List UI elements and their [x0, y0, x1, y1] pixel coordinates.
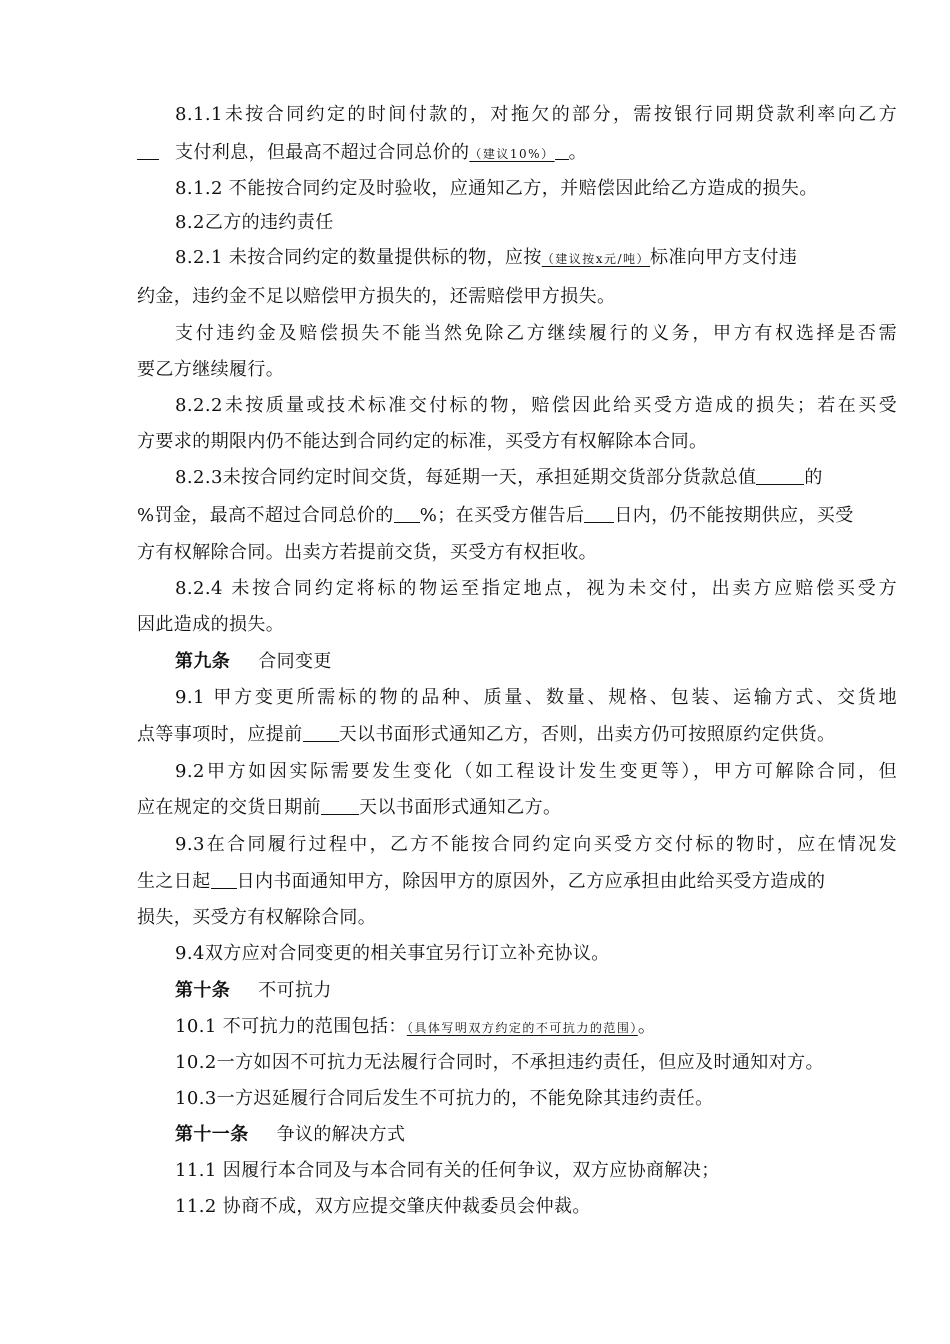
- paragraph-line: [175, 1195, 591, 1219]
- text: 8.2.4 未按合同约定将标的物运至指定地点，视为未交付，出卖方应赔偿买受方: [175, 578, 897, 599]
- text: 支付违约金及赔偿损失不能当然免除乙方继续履行的义务，甲方有权选择是否需: [175, 323, 897, 344]
- fill-blank: [584, 504, 614, 523]
- text: 损失，买受方有权解除合同。: [137, 907, 377, 928]
- paragraph-line: [175, 1051, 824, 1075]
- suggestion-note: （具体写明双方约定的不可抗力的范围）: [406, 1021, 638, 1035]
- suggestion-note: （建议按x元/吨）: [541, 252, 651, 266]
- text: 日内书面通知甲方，除因甲方的原因外，乙方应承担由此给买受方造成的: [236, 871, 826, 892]
- text: 因此造成的损失。: [137, 614, 285, 635]
- text: 标准向甲方支付违: [650, 247, 798, 268]
- article-heading: [175, 1123, 405, 1147]
- text: 9.1 甲方变更所需标的物的品种、质量、数量、规格、包装、运输方式、交货地: [175, 687, 897, 708]
- text: 点等事项时，应提前: [137, 724, 303, 745]
- text: 8.1.1未按合同约定的时间付款的，对拖欠的部分，需按银行同期贷款利率向乙方: [175, 104, 897, 125]
- paragraph-line: [137, 613, 284, 637]
- text: 11.1 因履行本合同及与本合同有关的任何争议，双方应协商解决；: [175, 1160, 720, 1181]
- fill-blank: [211, 870, 237, 889]
- text: 的: [804, 467, 823, 488]
- paragraph-line: [175, 942, 610, 966]
- fill-blank: [756, 466, 804, 485]
- text: 8.1.2 不能按合同约定及时验收，应通知乙方，并赔偿因此给乙方造成的损失。: [175, 178, 818, 199]
- text: %；在买受方催告后: [419, 505, 585, 526]
- paragraph-line: [175, 1087, 713, 1111]
- text: %罚金，最高不超过合同总价的: [137, 505, 394, 526]
- text: 支付利息，但最高不超过合同总价的: [175, 142, 470, 163]
- text: 天以书面形式通知乙方。: [359, 797, 562, 818]
- paragraph-line: [137, 141, 587, 166]
- paragraph-line: [175, 1159, 720, 1183]
- paragraph-line: [175, 246, 797, 271]
- paragraph-line: [175, 466, 823, 490]
- suggestion-note: （建议10%）: [469, 147, 555, 161]
- paragraph-line: [137, 796, 561, 820]
- paragraph-line: [137, 504, 854, 528]
- paragraph-line: [137, 870, 825, 894]
- text: 天以书面形式通知乙方，否则，出卖方仍可按照原约定供货。: [338, 724, 836, 745]
- text: 方有权解除合同。出卖方若提前交货，买受方有权拒收。: [137, 542, 597, 563]
- text: 8.2.1 未按合同约定的数量提供标的物，应按: [175, 247, 542, 268]
- text: 10.3一方迟延履行合同后发生不可抗力的，不能免除其违约责任。: [175, 1088, 714, 1109]
- article-heading: [175, 650, 332, 674]
- paragraph-line: [175, 394, 897, 418]
- paragraph-line: [175, 322, 897, 346]
- fill-blank: [137, 141, 159, 160]
- article-heading: [175, 979, 332, 1003]
- article-title: 不可抗力: [258, 980, 332, 1001]
- article-number: 第十条: [175, 980, 231, 1001]
- paragraph-line: [175, 177, 818, 201]
- text: 生之日起: [137, 871, 211, 892]
- text: 9.2甲方如因实际需要发生变化（如工程设计发生变更等），甲方可解除合同，但: [175, 761, 897, 782]
- fill-blank: [555, 141, 569, 160]
- fill-blank: [303, 723, 339, 742]
- paragraph-line: [137, 430, 707, 454]
- text: 10.2一方如因不可抗力无法履行合同时，不承担违约责任，但应及时通知对方。: [175, 1052, 824, 1073]
- text: 日内，仍不能按期供应，买受: [614, 505, 854, 526]
- paragraph-line: [137, 723, 835, 747]
- text: 。: [637, 1016, 657, 1037]
- fill-blank: [321, 796, 359, 815]
- text: 。: [568, 142, 587, 163]
- paragraph-line: [175, 686, 897, 710]
- text: 方要求的期限内仍不能达到合同约定的标准，买受方有权解除本合同。: [137, 431, 708, 452]
- paragraph-line: [137, 285, 615, 309]
- paragraph-line: [175, 760, 897, 784]
- paragraph-line: [137, 358, 284, 382]
- text: 10.1 不可抗力的范围包括：: [175, 1016, 407, 1037]
- text: 8.2.2未按质量或技术标准交付标的物，赔偿因此给买受方造成的损失；若在买受: [175, 395, 897, 416]
- text: 应在规定的交货日期前: [137, 797, 321, 818]
- fill-blank: [394, 504, 420, 523]
- paragraph-line: [175, 833, 897, 857]
- text: 要乙方继续履行。: [137, 359, 285, 380]
- text: 8.2乙方的违约责任: [175, 212, 334, 233]
- article-number: 第十一条: [175, 1124, 249, 1145]
- article-title: 争议的解决方式: [276, 1124, 406, 1145]
- paragraph-line: [175, 1015, 656, 1040]
- paragraph-line: [137, 906, 376, 930]
- text: 9.3在合同履行过程中，乙方不能按合同约定向买受方交付标的物时，应在情况发: [175, 834, 897, 855]
- paragraph-line: [175, 577, 897, 601]
- paragraph-line: [175, 103, 897, 127]
- text: 8.2.3未按合同约定时间交货，每延期一天，承担延期交货部分货款总值: [175, 467, 757, 488]
- paragraph-line: [137, 541, 597, 565]
- article-number: 第九条: [175, 651, 231, 672]
- article-title: 合同变更: [258, 651, 332, 672]
- text: 约金，违约金不足以赔偿甲方损失的，还需赔偿甲方损失。: [137, 286, 616, 307]
- section-heading: [175, 211, 334, 235]
- text: 9.4双方应对合同变更的相关事宜另行订立补充协议。: [175, 943, 610, 964]
- text: 11.2 协商不成，双方应提交肇庆仲裁委员会仲裁。: [175, 1196, 591, 1217]
